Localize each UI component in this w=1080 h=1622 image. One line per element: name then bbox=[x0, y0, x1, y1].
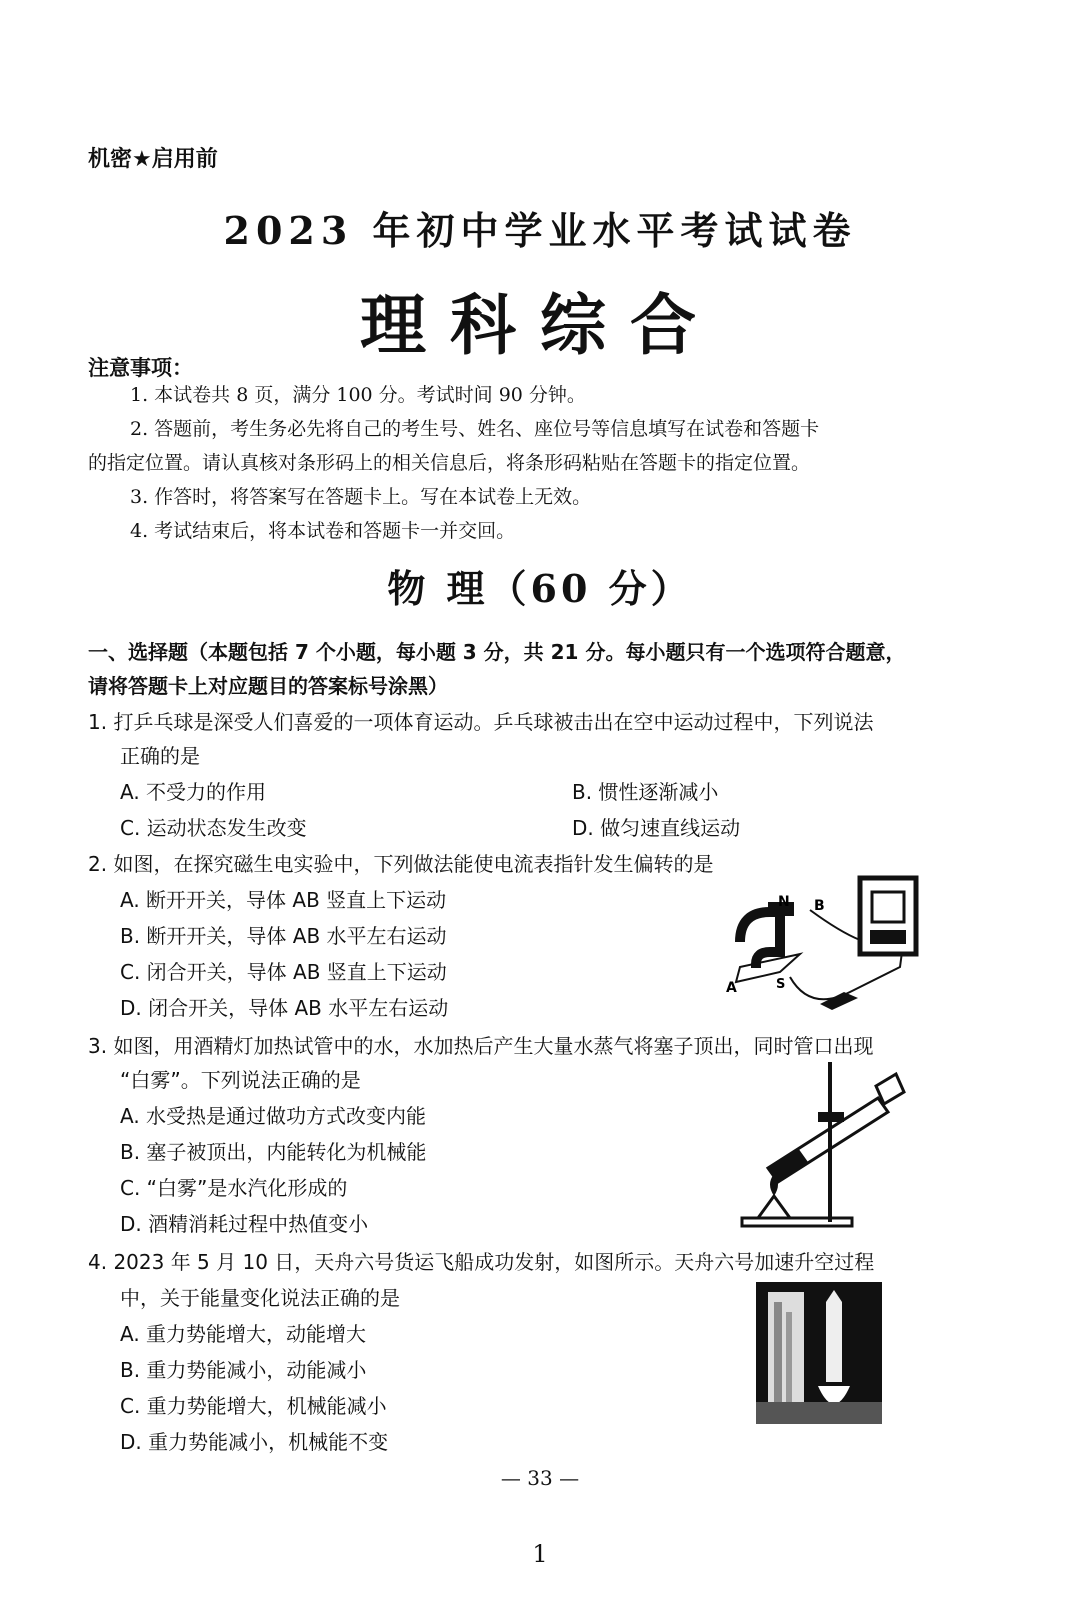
wire bbox=[790, 952, 902, 999]
question-1-option-d: D. 做匀速直线运动 bbox=[572, 816, 741, 840]
section-instruction: 一、选择题（本题包括 7 个小题，每小题 3 分，共 21 分。每小题只有一个选项符合题意， bbox=[88, 640, 906, 664]
question-2-option-c: C. 闭合开关，导体 AB 竖直上下运动 bbox=[120, 960, 447, 984]
notice-item: 2. 答题前，考生务必先将自己的考生号、姓名、座位号等信息填写在试卷和答题卡 bbox=[130, 418, 820, 440]
test-tube-heating-figure bbox=[738, 1056, 908, 1236]
question-3-stem: 3. 如图，用酒精灯加热试管中的水，水加热后产生大量水蒸气将塞子顶出，同时管口出现 bbox=[88, 1034, 874, 1058]
notice-item: 4. 考试结束后，将本试卷和答题卡一并交回。 bbox=[130, 520, 516, 542]
question-2-stem: 2. 如图，在探究磁生电实验中，下列做法能使电流表指针发生偏转的是 bbox=[88, 852, 714, 876]
question-4-stem: 中，关于能量变化说法正确的是 bbox=[120, 1286, 400, 1310]
ammeter-terminals bbox=[870, 930, 906, 944]
question-4-option-a: A. 重力势能增大，动能增大 bbox=[120, 1322, 367, 1346]
question-3-option-a: A. 水受热是通过做功方式改变内能 bbox=[120, 1104, 427, 1128]
figure-label: S bbox=[776, 977, 786, 992]
confidential-mark: 机密★启用前 bbox=[88, 147, 218, 172]
section-instruction: 请将答题卡上对应题目的答案标号涂黑） bbox=[88, 674, 448, 698]
rocket-launch-photo bbox=[756, 1282, 882, 1424]
question-4-option-c: C. 重力势能增大，机械能减小 bbox=[120, 1394, 387, 1418]
question-2-option-a: A. 断开开关，导体 AB 竖直上下运动 bbox=[120, 888, 447, 912]
subject-title: 理科综合 bbox=[360, 286, 720, 364]
induction-experiment-figure bbox=[720, 872, 930, 1012]
ground-smoke bbox=[756, 1402, 882, 1424]
notice-item: 3. 作答时，将答案写在答题卡上。写在本试卷上无效。 bbox=[130, 486, 592, 508]
alcohol-lamp bbox=[758, 1196, 790, 1218]
question-1-stem: 1. 打乒乓球是深受人们喜爱的一项体育运动。乒乓球被击出在空中运动过程中，下列说法 bbox=[88, 710, 874, 734]
question-1-option-c: C. 运动状态发生改变 bbox=[120, 816, 307, 840]
question-2-option-d: D. 闭合开关，导体 AB 水平左右运动 bbox=[120, 996, 449, 1020]
tower-detail bbox=[774, 1302, 782, 1402]
clamp bbox=[818, 1112, 844, 1122]
figure-label: N bbox=[778, 894, 790, 910]
physics-section-title: 物 理（60 分） bbox=[387, 566, 693, 611]
question-3-option-c: C. “白雾”是水汽化形成的 bbox=[120, 1176, 348, 1200]
figure-label: A bbox=[726, 980, 737, 996]
exam-title: 2023 年初中学业水平考试试卷 bbox=[223, 208, 857, 253]
tower-detail bbox=[786, 1312, 792, 1402]
figure-label: B bbox=[814, 898, 825, 914]
question-1-stem: 正确的是 bbox=[120, 744, 200, 768]
notice-heading: 注意事项： bbox=[88, 356, 193, 380]
question-1-option-a: A. 不受力的作用 bbox=[120, 780, 267, 804]
question-4-option-d: D. 重力势能减小，机械能不变 bbox=[120, 1430, 389, 1454]
notice-item: 1. 本试卷共 8 页，满分 100 分。考试时间 90 分钟。 bbox=[130, 384, 586, 406]
question-1-option-b: B. 惯性逐渐减小 bbox=[572, 780, 719, 804]
question-4-stem: 4. 2023 年 5 月 10 日，天舟六号货运飞船成功发射，如图所示。天舟六号加速升空过程 bbox=[88, 1250, 875, 1274]
switch bbox=[820, 992, 858, 1010]
question-4-option-b: B. 重力势能减小，动能减小 bbox=[120, 1358, 367, 1382]
sheet-number: 1 bbox=[532, 1540, 548, 1568]
rocket bbox=[826, 1290, 842, 1382]
question-3-option-d: D. 酒精消耗过程中热值变小 bbox=[120, 1212, 369, 1236]
question-3-stem: “白雾”。下列说法正确的是 bbox=[120, 1068, 361, 1092]
question-3-option-b: B. 塞子被顶出，内能转化为机械能 bbox=[120, 1140, 427, 1164]
notice-item: 的指定位置。请认真核对条形码上的相关信息后，将条形码粘贴在答题卡的指定位置。 bbox=[88, 452, 811, 474]
question-2-option-b: B. 断开开关，导体 AB 水平左右运动 bbox=[120, 924, 447, 948]
page-number: — 33 — bbox=[500, 1466, 580, 1490]
